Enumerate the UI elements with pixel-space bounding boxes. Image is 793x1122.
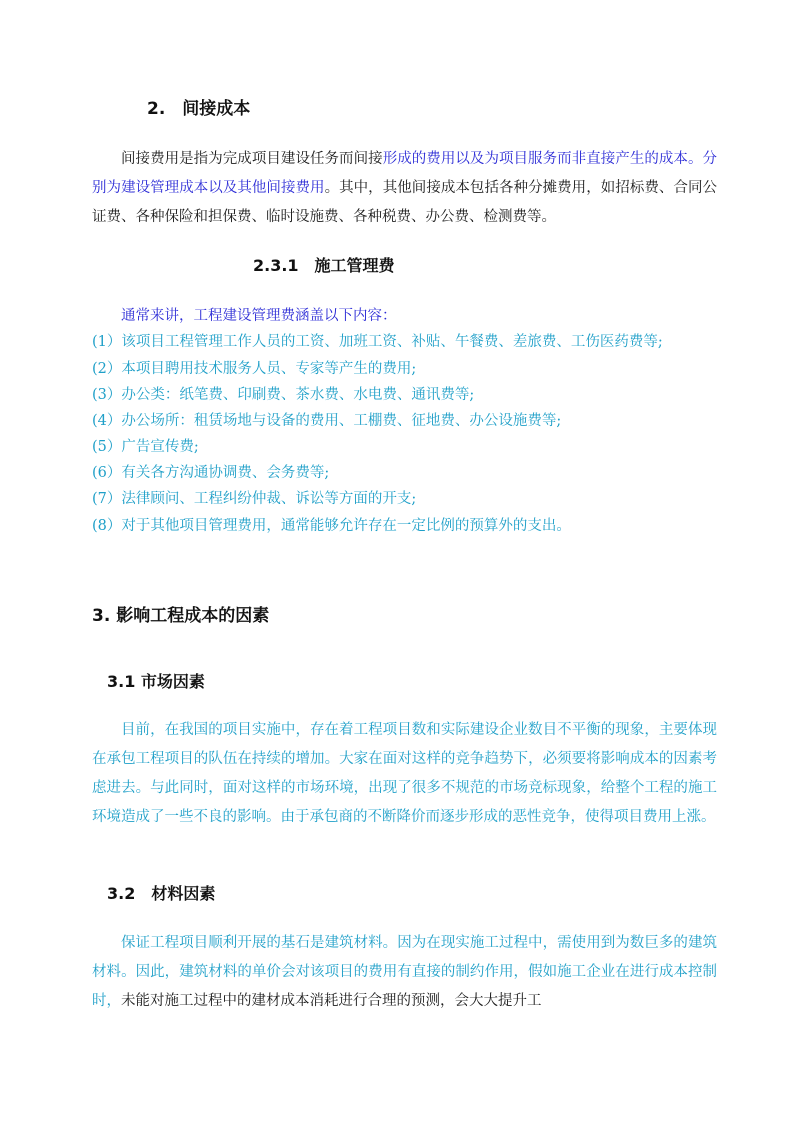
list-item: (3）办公类：纸笔费、印刷费、茶水费、水电费、通讯费等; [92,387,475,403]
section-2-3-1-heading: 2.3.1 施工管理费 [253,256,395,275]
paragraph-text-highlight: 形成的费用以及为项目服务而非直接产生的成本。分别为建设管理成本以及其他间接费用 [92,151,718,196]
section-3-1-heading: 3.1 市场因素 [107,672,205,691]
section-2-paragraph [92,145,717,232]
section-3-2-paragraph [92,929,717,1016]
paragraph-text: 。其中，其他间接成本包括各种分摊费用，如招标费、合同公证费、各种保险和担保费、临时设施费、各种税费、办公费、检测费等。 [92,180,718,225]
list-item: (4）办公场所：租赁场地与设备的费用、工棚费、征地费、办公设施费等; [92,413,562,429]
list-item: (6）有关各方沟通协调费、会务费等; [92,465,330,481]
paragraph-text-highlight: 保证工程项目顺利开展的基石是建筑材料。因为在现实施工过程中，需使用到为数巨多的建筑材料。因此，建筑材料的单价会对该项目的费用有直接的制约作用，假如施工企业在进行成本控制时， [92,935,717,1009]
list-item: (8）对于其他项目管理费用，通常能够允许存在一定比例的预算外的支出。 [92,518,571,534]
paragraph-text: 间接费用是指为完成项目建设任务而间接 [121,151,383,167]
list-item: (1）该项目工程管理工作人员的工资、加班工资、补贴、午餐费、差旅费、工伤医药费等; [92,334,663,350]
section-2-3-1-intro: 通常来讲，工程建设管理费涵盖以下内容： [121,308,397,324]
paragraph-text: 未能对施工过程中的建材成本消耗进行合理的预测，会大大提升工 [121,993,542,1009]
list-item: (7）法律顾问、工程纠纷仲裁、诉讼等方面的开支; [92,491,417,507]
section-2-heading: 2. 间接成本 [147,99,251,119]
list-item: (5）广告宣传费; [92,439,199,455]
section-3-1-paragraph: 目前，在我国的项目实施中，存在着工程项目数和实际建设企业数目不平衡的现象，主要体现在承包工程项目的队伍在持续的增加。大家在面对这样的竞争趋势下，必须要将影响成本的因素考虑进去。与此同时，面对这样的市场环境，出现了很多不规范的市场竞标现象，给整个工程的施工环境造成了一些不良的影响。由于承包商的不断降价而逐步形成的恶性竞争，使得项目费用上涨。 [92,722,717,825]
list-item: (2）本项目聘用技术服务人员、专家等产生的费用; [92,361,417,377]
section-3-2-heading: 3.2 材料因素 [107,884,216,903]
section-3-heading: 3. 影响工程成本的因素 [92,606,270,626]
